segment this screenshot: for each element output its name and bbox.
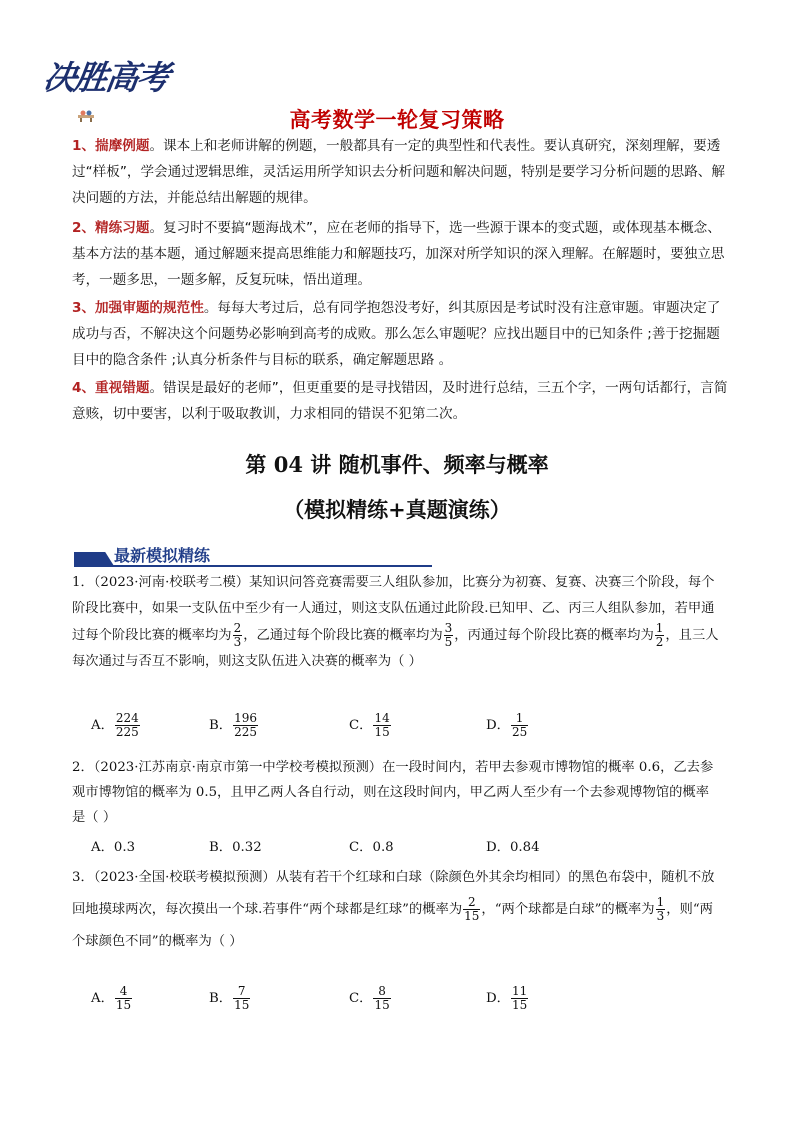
fraction-numerator: 14: [374, 711, 390, 725]
fraction-denominator: 5: [444, 635, 453, 649]
option-a[interactable]: [91, 836, 135, 855]
fraction: [233, 622, 243, 649]
section-header: [74, 545, 432, 567]
option-label: B．: [209, 718, 233, 733]
question-text: ，则“两个球颜色不同”的概率为（ ）: [72, 902, 713, 949]
option-b[interactable]: [209, 985, 251, 1012]
fraction-denominator: 2: [655, 635, 664, 649]
question-text: ，乙通过每个阶段比赛的概率均为: [243, 628, 443, 643]
lecture-title: 第 04 讲 随机事件、频率与概率: [245, 452, 549, 477]
option-label: B．: [209, 991, 233, 1006]
fraction: [655, 622, 665, 649]
section-marker-icon: [74, 552, 114, 566]
strategy-heading: 1、揣摩例题: [72, 138, 150, 154]
fraction-denominator: 225: [115, 725, 139, 739]
fraction: [373, 712, 390, 739]
strategy-paragraph-4: [72, 375, 732, 427]
fraction-numerator: 4: [115, 985, 132, 999]
option-label: C．: [349, 991, 373, 1006]
option-value: 0.3: [113, 840, 136, 855]
fraction: [115, 712, 140, 739]
fraction: [444, 622, 454, 649]
option-label: C．: [349, 718, 373, 733]
fraction-numerator: 7: [233, 985, 250, 999]
fraction-denominator: 15: [234, 998, 250, 1012]
option-b[interactable]: [209, 836, 262, 855]
strategy-heading: 4、重视错题: [72, 380, 150, 396]
fraction-numerator: 2: [463, 896, 480, 910]
option-label: A．: [91, 840, 114, 855]
strategy-heading: 2、精练习题: [72, 220, 150, 236]
option-a[interactable]: [91, 985, 133, 1012]
fraction: [656, 896, 666, 923]
fraction: [233, 712, 258, 739]
section-label: 最新模拟精练: [114, 546, 211, 565]
fraction-denominator: 15: [511, 998, 528, 1012]
fraction-numerator: 196: [234, 711, 257, 725]
option-label: C．: [349, 840, 373, 855]
question-text: ，丙通过每个阶段比赛的概率均为: [454, 628, 654, 643]
question-number: 2．: [72, 760, 94, 775]
fraction-numerator: 8: [373, 985, 390, 999]
strategy-body: 。每每大考过后，总有同学抱怨没考好，纠其原因是考试时没有注意审题。审题决定了成功与否，不解决这个问题势必影响到高考的成败。那么怎么审题呢？应找出题目中的已知条件 ;善于挖掘题目中的隐含条件 ;认真分析条件与目标的联系，确定解题思路 。: [72, 300, 721, 368]
page-title: 高考数学一轮复习策略: [289, 108, 505, 132]
fraction: [373, 985, 390, 1012]
option-c[interactable]: [349, 836, 394, 855]
option-c[interactable]: [349, 712, 392, 739]
question-source: （2023·河南·校联考二模）: [93, 575, 250, 590]
option-b[interactable]: [209, 712, 259, 739]
strategy-body: 。错误是最好的老师”，但更重要的是寻找错因，及时进行总结，三五个字，一两句话都行，言简意赅，切中要害，以利于吸取教训，力求相同的错误不犯第二次。: [72, 380, 728, 422]
fraction-numerator: 11: [511, 984, 528, 998]
option-label: A．: [91, 718, 114, 733]
strategy-paragraph-3: [72, 295, 732, 373]
question-text: 从装有若干个红球和白球（除颜色外其余均相同）的黑色布袋中，随机不放回地摸球两次，每次摸出一个球.若事件“两个球都是红球”的概率为: [72, 870, 715, 917]
fraction-numerator: 1: [655, 621, 664, 635]
fraction-denominator: 15: [374, 725, 390, 739]
option-label: B．: [209, 840, 233, 855]
strategy-paragraph-2: [72, 215, 732, 293]
option-value: 0.32: [232, 840, 262, 855]
fraction: [463, 896, 480, 923]
fraction-numerator: 3: [444, 621, 453, 635]
option-c[interactable]: [349, 985, 392, 1012]
strategy-heading: 3、加强审题的规范性: [72, 300, 204, 316]
fraction-denominator: 15: [374, 998, 390, 1012]
question-text: ，“两个球都是白球”的概率为: [481, 902, 655, 917]
fraction-denominator: 3: [233, 635, 242, 649]
fraction-numerator: 224: [115, 711, 139, 725]
strategy-paragraph-1: [72, 133, 732, 211]
logo-text: 决胜高考: [40, 58, 171, 97]
question-text: ，且三人每次通过与否互不影响，则这支队伍进入决赛的概率为（ ）: [72, 628, 719, 669]
strategy-body: 。复习时不要搞“题海战术”，应在老师的指导下，选一些源于课本的变式题，或体现基本概念、基本方法的基本题，通过解题来提高思维能力和解题技巧，加深对所学知识的深入理解。在解题时，要独立思考，一题多思，一题多解，反复玩味，悟出道理。: [72, 220, 725, 288]
fraction-numerator: 1: [656, 895, 665, 909]
option-d[interactable]: [486, 985, 529, 1012]
question-3: [72, 862, 722, 958]
question-source: （2023·江苏南京·南京市第一中学校考模拟预测）: [93, 760, 383, 775]
fraction-denominator: 15: [115, 998, 132, 1012]
fraction: [233, 985, 250, 1012]
question-text: 在一段时间内，若甲去参观市博物馆的概率 0.6，乙去参观市博物馆的概率为 0.5，且甲乙两人各自行动，则在这段时间内，甲乙两人至少有一个去参观博物馆的概率是（ ）: [72, 760, 714, 825]
option-d[interactable]: [486, 712, 529, 739]
option-label: D．: [486, 991, 510, 1006]
question-number: 3．: [72, 870, 94, 885]
fraction-denominator: 3: [656, 909, 665, 923]
question-number: 1．: [72, 575, 94, 590]
fraction-denominator: 225: [234, 725, 257, 739]
fraction: [511, 985, 528, 1012]
question-source: （2023·全国·校联考模拟预测）: [93, 870, 276, 885]
option-value: 0.8: [372, 840, 394, 855]
brand-logo: [40, 52, 174, 112]
question-2: [72, 755, 722, 830]
option-value: 0.84: [509, 840, 540, 855]
fraction-denominator: 25: [511, 725, 528, 739]
option-d[interactable]: [486, 836, 540, 855]
option-label: D．: [486, 840, 510, 855]
option-label: D．: [486, 718, 510, 733]
question-text: 某知识问答竞赛需要三人组队参加，比赛分为初赛、复赛、决赛三个阶段，每个阶段比赛中，如果一支队伍中至少有一人通过，则这支队伍通过此阶段.已知甲、乙、丙三人组队参加，若甲通过每个阶段比赛的概率均为: [72, 575, 715, 643]
option-label: A．: [91, 991, 114, 1006]
fraction-numerator: 1: [511, 712, 528, 726]
option-a[interactable]: [91, 712, 141, 739]
question-1: [72, 570, 722, 675]
lecture-subtitle: （模拟精练+真题演练）: [283, 497, 511, 522]
fraction-denominator: 15: [464, 909, 480, 923]
strategy-body: 。课本上和老师讲解的例题，一般都具有一定的典型性和代表性。要认真研究，深刻理解，要透过“样板”，学会通过逻辑思维，灵活运用所学知识去分析问题和解决问题，特别是要学习分析问题的思路、解决问题的方法，并能总结出解题的规律。: [72, 138, 725, 206]
fraction: [511, 712, 528, 739]
fraction: [115, 985, 132, 1012]
fraction-numerator: 2: [233, 621, 242, 635]
